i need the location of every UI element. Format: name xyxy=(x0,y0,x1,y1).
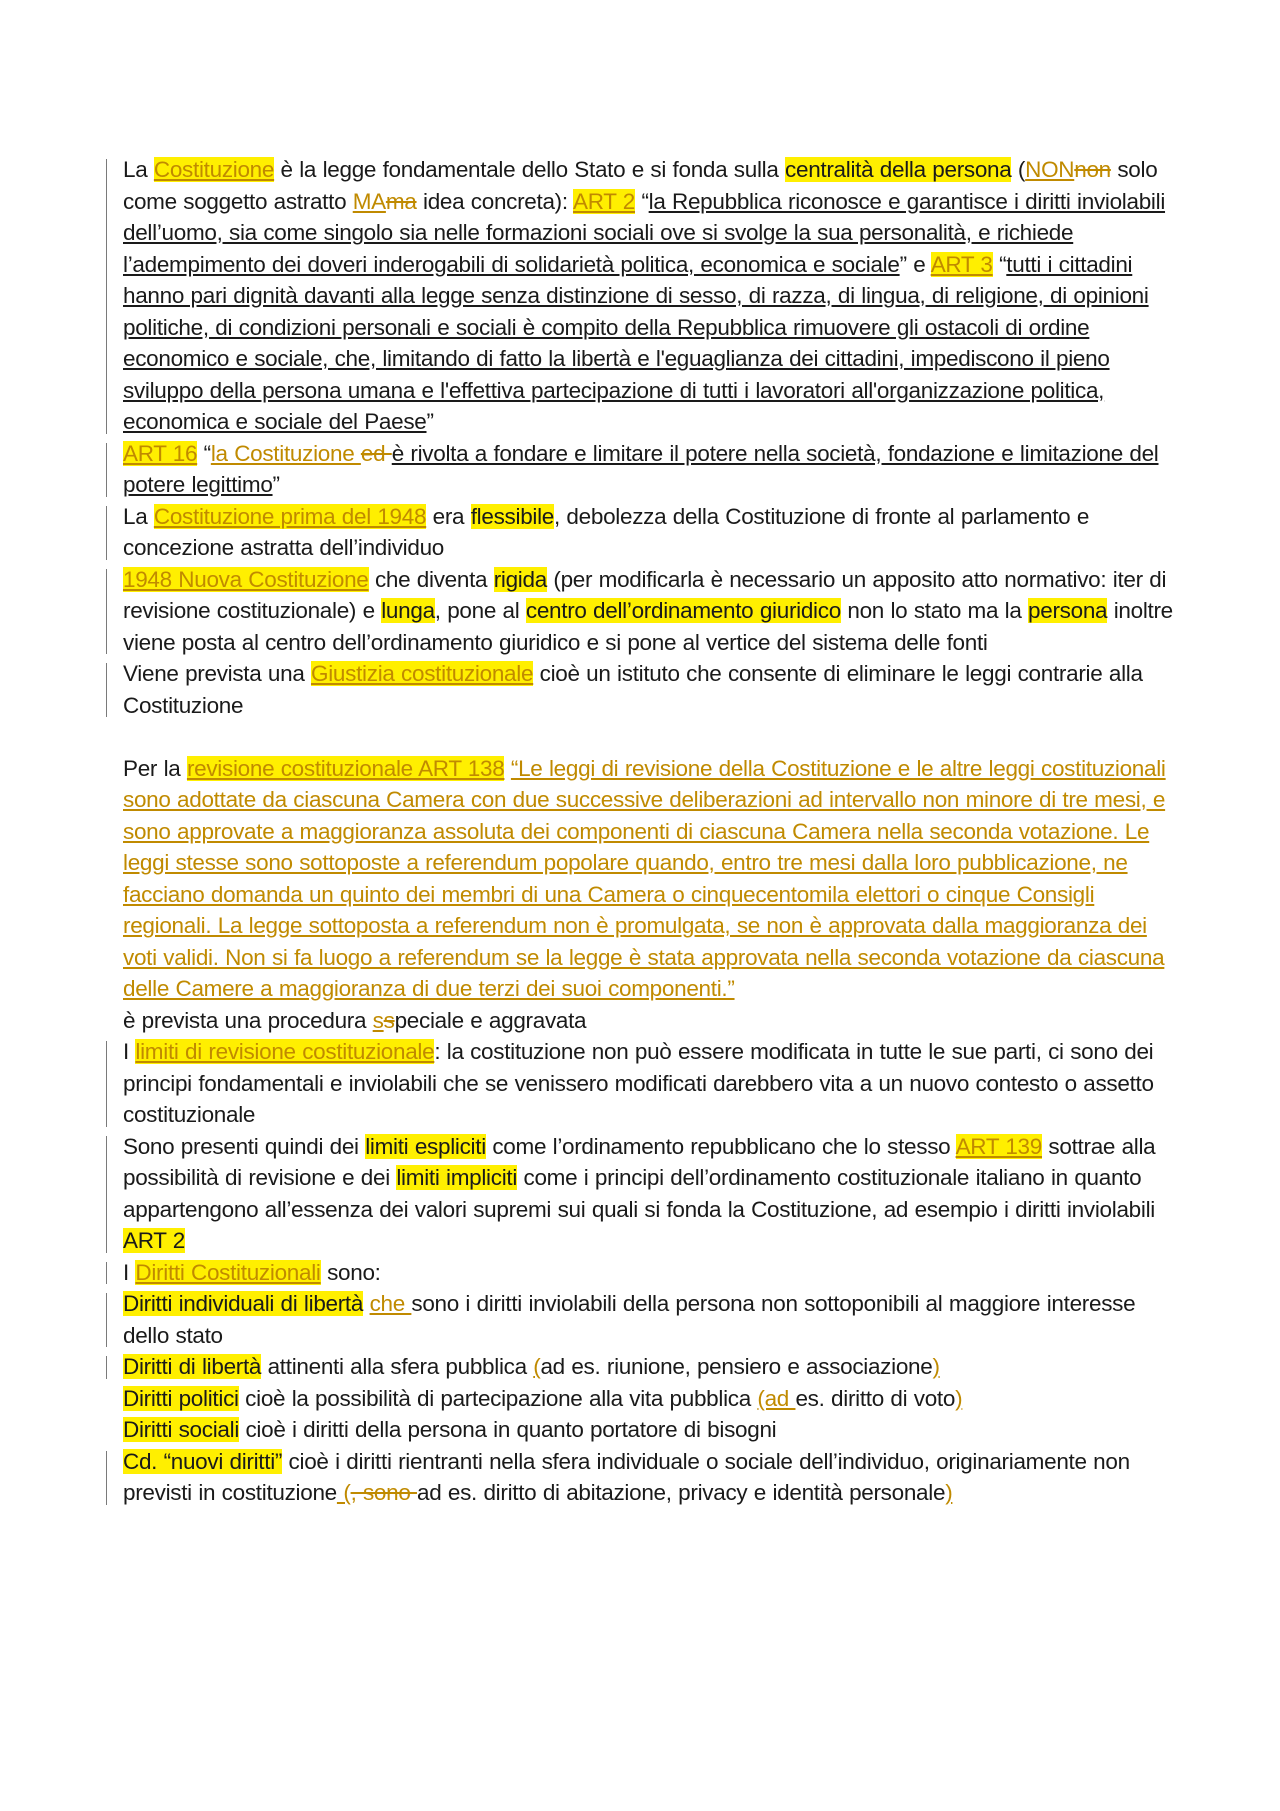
highlighted-text: revisione costituzionale ART 138 xyxy=(186,755,505,781)
text-run: Sono presenti quindi dei xyxy=(123,1133,366,1159)
highlighted-text: Cd. “nuovi diritti” xyxy=(123,1448,283,1474)
text-run: , pone al xyxy=(434,598,526,623)
paragraph xyxy=(123,1446,1178,1509)
text-run: idea concreta): xyxy=(416,188,574,214)
tracked-insertion: NON xyxy=(1025,157,1075,182)
highlighted-text: rigida xyxy=(493,566,547,592)
text-run: sottrae alla possibilità di revisione e dei xyxy=(123,1133,1156,1190)
text-run: “ xyxy=(992,251,1007,277)
highlighted-text: Diritti di libertà xyxy=(123,1354,262,1379)
paragraph xyxy=(123,1257,1178,1289)
tracked-deletion: ma xyxy=(385,188,417,214)
text-run: solo come soggetto astratto xyxy=(123,157,1158,214)
highlighted-text: persona xyxy=(1028,598,1108,623)
text-run: ad es. diritto di abitazione, privacy e identità personale xyxy=(417,1480,946,1505)
text-run: inoltre viene posta al centro dell’ordinamento giuridico e si pone al vertice del sistema delle fonti xyxy=(123,598,1173,655)
text-run: peciale e aggravata xyxy=(394,1007,587,1033)
text-run: La xyxy=(123,503,154,529)
tracked-insertion: ) xyxy=(945,1480,953,1505)
text-run: (per modificarla è necessario un apposito atto normativo: iter di revisione costituzionale) e xyxy=(123,566,1167,623)
tracked-insertion: “Le leggi di revisione della Costituzione e le altre leggi costituzionali sono adottate da ciascuna Camera con due successive deliberazioni ad intervallo non minore di tre mesi, e sono approvate a maggioranza assoluta dei componenti di ciascuna Camera nella seconda votazione. Le leggi stesse sono sottoposte a referendum popolare quando, entro tre mesi dalla loro pubblicazione, ne facciano domanda un quinto dei membri di una Camera o cinquecentomila elettori o cinque Consigli regionali. La legge sottoposta a referendum non è promulgata, se non è approvata dalla maggioranza dei voti validi. Non si fa luogo a referendum se la legge è stata approvata nella seconda votazione da ciascuna delle Camere a maggioranza di due terzi dei suoi componenti.” xyxy=(123,755,1166,1001)
underlined-quote: è rivolta a fondare e limitare il potere nella società, fondazione e limitazione del potere legittimo xyxy=(123,440,1159,497)
text-run: : la costituzione non può essere modificata in tutte le sue parti, ci sono dei principi fondamentali e inviolabili che se venissero modificati darebbero vita a un nuovo contesto o assetto costituzionale xyxy=(123,1039,1154,1127)
text-run: , debolezza della Costituzione di fronte al parlamento e concezione astratta dell’individuo xyxy=(123,503,1090,560)
highlighted-text: limiti di revisione costituzionale xyxy=(135,1039,435,1064)
highlighted-text: lunga xyxy=(381,598,435,623)
paragraph xyxy=(123,753,1178,1005)
highlighted-text: Diritti sociali xyxy=(123,1417,240,1442)
highlighted-text: limiti impliciti xyxy=(396,1165,518,1190)
paragraph xyxy=(123,1351,1178,1383)
paragraph xyxy=(123,1414,1178,1446)
text-run: come i principi dell’ordinamento costituzionale italiano in quanto appartengono all’essenza dei valori supremi sui quali si fonda la Costituzione, ad esempio i diritti inviolabili xyxy=(123,1165,1155,1222)
tracked-insertion: ( xyxy=(336,1480,351,1505)
paragraph xyxy=(123,1131,1178,1257)
highlighted-text: Diritti Costituzionali xyxy=(135,1259,321,1285)
text-run: ” xyxy=(272,472,280,497)
document-page xyxy=(123,154,1178,1509)
text-run: cioè la possibilità di partecipazione alla vita pubblica xyxy=(238,1385,758,1411)
tracked-insertion: (ad xyxy=(757,1385,796,1411)
paragraph xyxy=(123,1005,1178,1037)
text-run: non lo stato ma la xyxy=(840,598,1029,623)
paragraph xyxy=(123,1036,1178,1131)
highlighted-text: Diritti individuali di libertà xyxy=(123,1291,364,1316)
tracked-insertion: che xyxy=(369,1291,412,1316)
paragraph xyxy=(123,1288,1178,1351)
highlighted-text: flessibile xyxy=(470,503,555,529)
text-run: cioè i diritti rientranti nella sfera individuale o sociale dell’individuo, originariamente non previsti in costituzione xyxy=(123,1448,1130,1505)
highlighted-text: 1948 Nuova Costituzione xyxy=(123,566,369,592)
text-run: come l’ordinamento repubblicano che lo stesso xyxy=(485,1133,956,1159)
highlighted-text: limiti espliciti xyxy=(365,1133,486,1159)
highlighted-text: centro dell’ordinamento giuridico xyxy=(525,598,841,623)
highlighted-text: ART 3 xyxy=(930,251,993,277)
tracked-insertion: ( xyxy=(533,1354,541,1379)
highlighted-text: ART 139 xyxy=(955,1133,1042,1159)
text-run: Viene prevista una xyxy=(123,661,312,686)
paragraph xyxy=(123,438,1178,501)
underlined-quote: tutti i cittadini hanno pari dignità davanti alla legge senza distinzione di sesso, di razza, di lingua, di religione, di opinioni politiche, di condizioni personali e sociali è compito della Repubblica rimuovere gli ostacoli di ordine economico e sociale, che, limitando di fatto la libertà e l'eguaglianza dei cittadini, impediscono il pieno sviluppo della persona umana e l'effettiva partecipazione di tutti i lavoratori all'organizzazione politica, economica e sociale del Paese xyxy=(123,251,1149,434)
text-run: ” e xyxy=(899,251,931,277)
tracked-deletion: non xyxy=(1074,157,1111,182)
text-run: “ xyxy=(197,440,211,466)
paragraph xyxy=(123,564,1178,659)
empty-line xyxy=(123,721,1178,753)
highlighted-text: Costituzione prima del 1948 xyxy=(153,503,427,529)
highlighted-text: Giustizia costituzionale xyxy=(311,661,534,686)
text-run: che diventa xyxy=(368,566,494,592)
paragraph xyxy=(123,1383,1178,1415)
tracked-insertion: s xyxy=(372,1007,384,1033)
paragraph xyxy=(123,658,1178,721)
highlighted-text: ART 2 xyxy=(123,1228,185,1253)
highlighted-text: ART 2 xyxy=(573,188,635,214)
tracked-deletion: s xyxy=(383,1007,395,1033)
text-run: è la legge fondamentale dello Stato e si fonda sulla xyxy=(274,157,786,182)
text-run: ( xyxy=(1011,157,1026,182)
underlined-quote: la Repubblica riconosce e garantisce i diritti inviolabili dell’uomo, sia come singolo sia nelle formazioni sociali ove si svolge la sua personalità, e richiede l’adempimento dei doveri inderogabili di solidarietà politica, economica e sociale xyxy=(123,188,1166,277)
text-run: I xyxy=(123,1259,136,1285)
tracked-deletion: , sono xyxy=(350,1480,418,1505)
paragraph xyxy=(123,501,1178,564)
text-run: sono i diritti inviolabili della persona non sottoponibili al maggiore interesse dello stato xyxy=(123,1291,1136,1348)
text-run: ad es. riunione, pensiero e associazione xyxy=(540,1354,933,1379)
text-run: cioè i diritti della persona in quanto portatore di bisogni xyxy=(239,1417,777,1442)
highlighted-text: centralità della persona xyxy=(785,157,1012,182)
text-run: La xyxy=(123,157,154,182)
tracked-insertion: ) xyxy=(932,1354,940,1379)
text-run: sono: xyxy=(320,1259,381,1285)
tracked-insertion: la Costituzione xyxy=(210,440,361,466)
text-run: “ xyxy=(635,188,649,214)
tracked-deletion: ed xyxy=(360,440,392,466)
text-run: I xyxy=(123,1039,136,1064)
text-run: era xyxy=(426,503,471,529)
text-run: ” xyxy=(426,409,434,434)
text-run: cioè un istituto che consente di eliminare le leggi contrarie alla Costituzione xyxy=(123,661,1143,718)
tracked-insertion: MA xyxy=(352,188,386,214)
highlighted-text: ART 16 xyxy=(123,440,198,466)
highlighted-text: Costituzione xyxy=(153,157,275,182)
text-run: Per la xyxy=(123,755,187,781)
tracked-insertion: ) xyxy=(955,1385,963,1411)
text-run: es. diritto di voto xyxy=(795,1385,956,1411)
text-run: è prevista una procedura xyxy=(123,1007,373,1033)
paragraph xyxy=(123,154,1178,438)
highlighted-text: Diritti politici xyxy=(123,1385,239,1411)
text-run: attinenti alla sfera pubblica xyxy=(261,1354,534,1379)
